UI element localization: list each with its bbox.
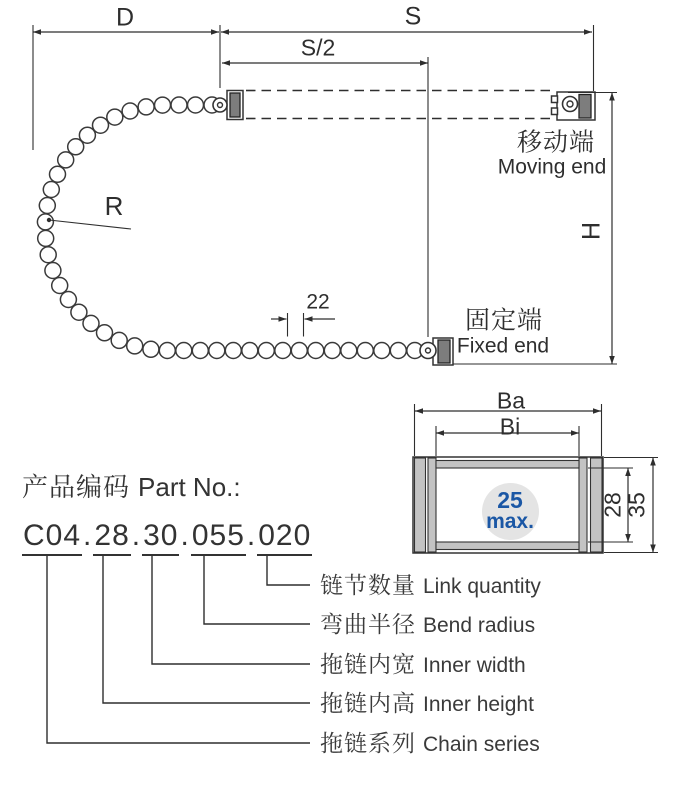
legend-en: Bend radius [423, 614, 536, 637]
legend-en: Link quantity [423, 575, 541, 598]
code-inner-width: 30 [142, 519, 179, 556]
code-bend-radius: 055 [191, 519, 246, 556]
dim-label-s: S [404, 2, 422, 31]
code-separator: . [180, 519, 190, 552]
legend-zh: 弯曲半径 [320, 611, 416, 637]
legend-en: Chain series [423, 733, 540, 756]
legend-zh: 链节数量 [320, 572, 416, 598]
code-separator: . [131, 519, 142, 552]
code-link-quantity: 020 [257, 519, 312, 556]
legend-en: Inner height [423, 693, 534, 716]
dim-label-s-half: S/2 [300, 34, 336, 61]
bore-value: 25 [497, 487, 523, 513]
moving-end-bracket [552, 92, 596, 120]
chain-upper-end-bracket [213, 91, 243, 120]
part-no-code [22, 519, 312, 553]
legend-link-quantity [320, 571, 541, 599]
legend-inner-height [320, 689, 534, 717]
travel-dashed-lines [246, 91, 556, 119]
legend-chain-series [320, 729, 540, 757]
cross-section-inner-height-label: 28 [599, 492, 626, 518]
fixed-end-label-zh: 固定端 [464, 306, 544, 335]
bore-diameter-label [486, 487, 534, 533]
fixed-end-label-en: Fixed end [456, 334, 550, 358]
cross-section-outer-width-label: Ba [496, 387, 526, 414]
chain-link-rollers [37, 97, 422, 359]
legend-zh: 拖链系列 [320, 730, 416, 756]
legend-bend-radius [320, 610, 535, 638]
drag-chain [37, 97, 434, 359]
code-separator: . [246, 519, 257, 552]
part-number-leaders [47, 554, 310, 743]
fixed-end-bracket [420, 338, 453, 365]
cross-section-outer-height-label: 35 [623, 492, 650, 518]
dim-label-h: H [577, 221, 606, 241]
code-chain-series: C04 [22, 519, 82, 556]
dim-label-pitch: 22 [306, 290, 330, 314]
moving-end-label-en: Moving end [497, 155, 607, 179]
legend-zh: 拖链内宽 [320, 651, 416, 677]
dim-label-d: D [115, 3, 135, 32]
cross-section-inner-width-label: Bi [499, 413, 521, 440]
code-inner-height: 28 [93, 519, 130, 556]
code-separator: . [83, 519, 93, 552]
part-no-heading-en: Part No.: [138, 472, 241, 502]
legend-zh: 拖链内高 [320, 690, 416, 716]
part-no-heading-zh: 产品编码 [22, 472, 131, 502]
cross-section [413, 404, 658, 553]
part-no-heading [22, 467, 241, 504]
moving-end-label-zh: 移动端 [516, 128, 596, 157]
legend-en: Inner width [423, 654, 526, 677]
dim-label-r: R [104, 191, 124, 221]
bore-suffix: max. [486, 510, 534, 533]
legend-inner-width [320, 650, 526, 678]
